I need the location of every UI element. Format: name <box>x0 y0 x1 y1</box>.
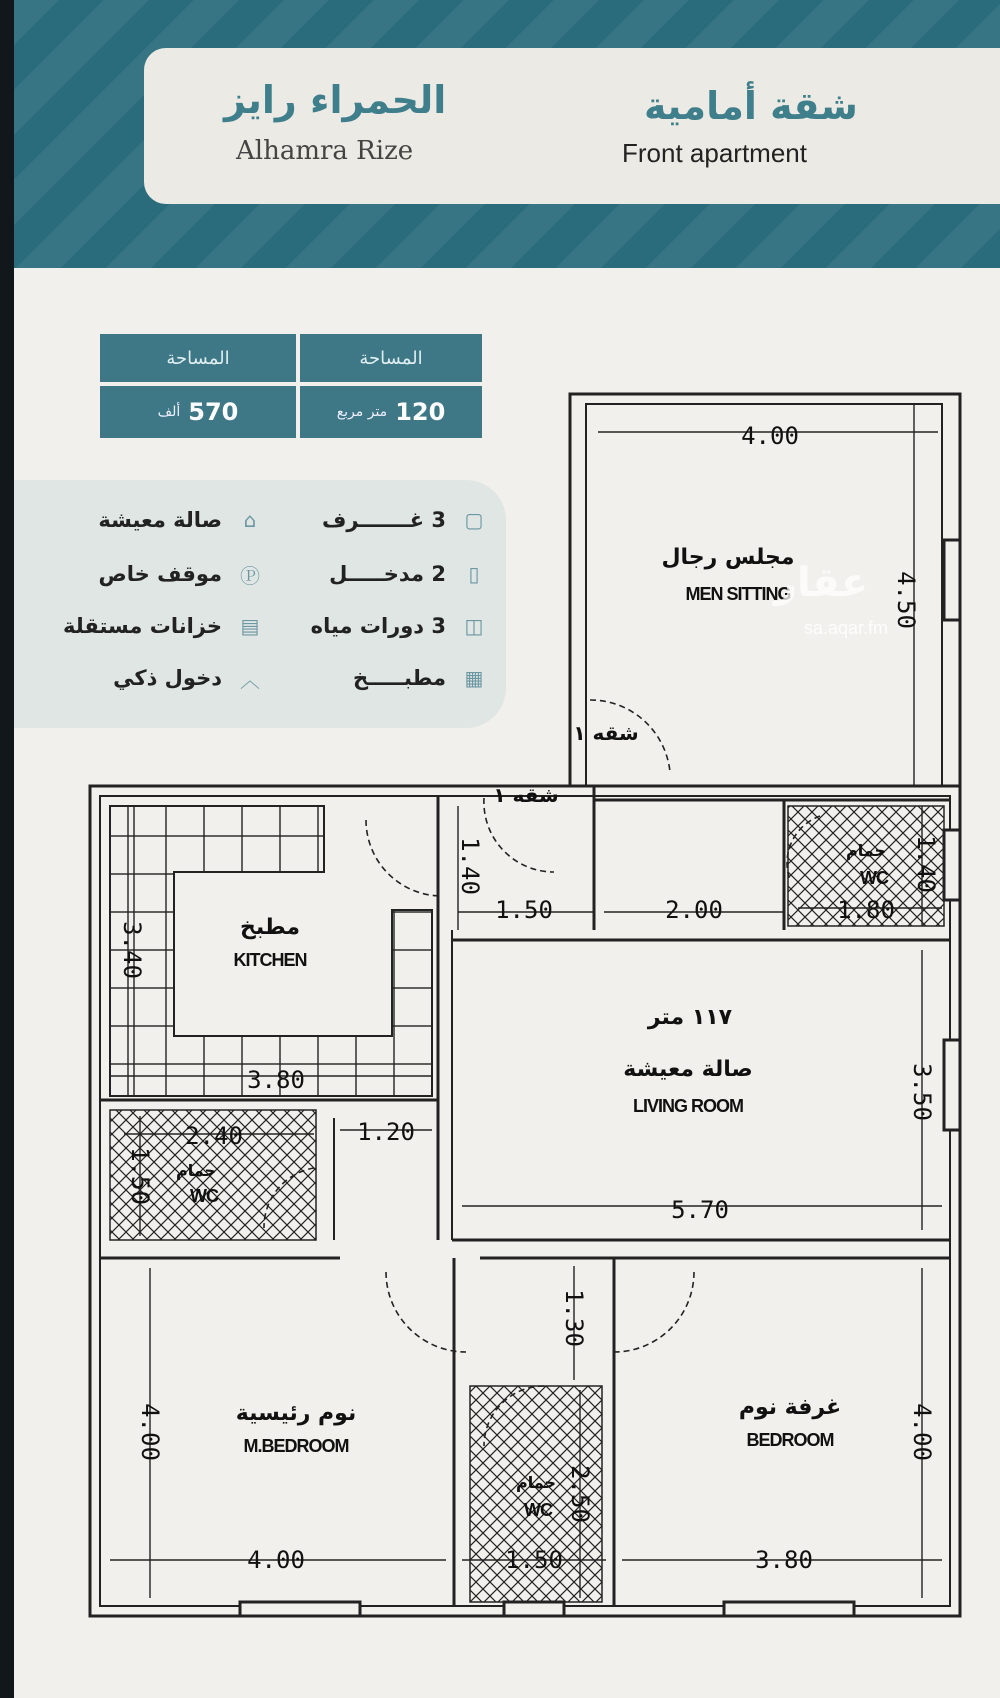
dim-wc1-width: 1.80 <box>837 896 895 924</box>
men-sitting-label-ar: مجلس رجال <box>661 545 795 570</box>
feature-rooms: ▢ 3 غـــــــرف <box>322 500 490 540</box>
feature-living: ⌂ صالة معيشة <box>98 500 266 540</box>
parking-icon: Ⓟ <box>240 563 260 588</box>
dim-living-width: 5.70 <box>671 1196 729 1224</box>
dim-wc3-height: 2.50 <box>566 1465 594 1523</box>
price-unit: ألف <box>157 404 181 420</box>
men-sitting-label-en: MEN SITTING <box>685 584 791 604</box>
dim-wc2-height: 1.50 <box>126 1147 154 1205</box>
dim-kitchen-height: 3.40 <box>118 921 146 979</box>
dim-wc2-width: 2.40 <box>185 1122 243 1150</box>
dim-bedroom-width: 3.80 <box>755 1546 813 1574</box>
dim-men-height: 4.50 <box>892 571 920 629</box>
dim-hall-height: 1.30 <box>560 1289 588 1347</box>
dim-master-bedroom-width: 4.00 <box>247 1546 305 1574</box>
project-name-en: Alhamra Rize <box>236 136 414 166</box>
price-value: 570 <box>188 398 239 426</box>
area-value: 120 <box>395 398 446 426</box>
living-area-label: ١١٧ متر <box>647 1005 733 1030</box>
window <box>944 540 960 620</box>
wc2-label-ar: حمام <box>176 1161 216 1180</box>
project-name-ar: الحمراء رايز <box>224 78 447 122</box>
feature-parking: Ⓟ موقف خاص <box>98 554 266 594</box>
aqar-logo: عقار <box>774 560 869 606</box>
bedroom-label-en: BEDROOM <box>746 1430 834 1450</box>
bathroom-icon: ◫ <box>464 614 484 638</box>
area-label: المساحة <box>359 347 423 369</box>
unit-type-en: Front apartment <box>622 138 807 168</box>
wc3-label-ar: حمام <box>516 1473 556 1492</box>
apartment-door-label-2: شقه ١ <box>493 783 559 807</box>
wc1-label-en: WC <box>860 868 888 888</box>
dim-master-bedroom-height: 4.00 <box>136 1403 164 1461</box>
window <box>944 830 960 900</box>
kitchen-label-en: KITCHEN <box>233 950 307 970</box>
feature-bathrooms: ◫ 3 دورات مياه <box>311 606 490 646</box>
feature-smart-entry: ︿ دخول ذكي <box>113 658 266 698</box>
dim-store-width: 1.20 <box>357 1118 415 1146</box>
dim-corridor-height: 1.40 <box>456 837 484 895</box>
dim-corridor-width-1: 1.50 <box>495 896 553 924</box>
wc3-label-en: WC <box>524 1500 552 1520</box>
window <box>944 1040 960 1130</box>
unit-type-ar: شقة أمامية <box>644 84 858 128</box>
feature-wardrobes: ▤ خزانات مستقلة <box>63 606 266 646</box>
master-bedroom-label-en: M.BEDROOM <box>243 1436 349 1456</box>
sofa-icon: ⌂ <box>243 508 257 532</box>
dim-wc3-width: 1.50 <box>505 1546 563 1574</box>
window <box>504 1602 564 1616</box>
feature-entrances: ▯ 2 مدخـــــل <box>329 554 490 594</box>
area-unit: متر مربع <box>336 404 388 420</box>
chevron-up-icon: ︿ <box>240 667 260 692</box>
master-bedroom-label-ar: نوم رئيسية <box>235 1401 357 1426</box>
living-label-ar: صالة معيشة <box>623 1057 753 1082</box>
living-label-en: LIVING ROOM <box>633 1096 743 1116</box>
wc1-label-ar: حمام <box>846 841 886 860</box>
apartment-door-label: شقه ١ <box>573 721 639 745</box>
dim-living-height: 3.50 <box>908 1063 936 1121</box>
watermark-url: sa.aqar.fm <box>804 618 889 638</box>
window <box>724 1602 854 1616</box>
bedroom-label-ar: غرفة نوم <box>738 1395 842 1420</box>
dim-men-width: 4.00 <box>741 422 799 450</box>
door-icon: ▯ <box>468 562 480 586</box>
wardrobe-icon: ▤ <box>240 614 260 638</box>
price-label: المساحة <box>166 347 230 369</box>
wc2-label-en: WC <box>190 1186 218 1206</box>
feature-kitchen: ▦ مطبـــــخ <box>353 658 490 698</box>
kitchen-icon: ▦ <box>464 666 484 690</box>
rooms-icon: ▢ <box>464 508 484 532</box>
floor-plan <box>14 0 1000 1698</box>
kitchen-label-ar: مطبخ <box>240 915 300 940</box>
window <box>240 1602 360 1616</box>
dim-kitchen-width: 3.80 <box>247 1066 305 1094</box>
dim-bedroom-height: 4.00 <box>908 1403 936 1461</box>
listing-card <box>14 0 1000 1698</box>
dim-corridor-width-2: 2.00 <box>665 896 723 924</box>
dim-wc1-height: 1.40 <box>912 835 940 893</box>
